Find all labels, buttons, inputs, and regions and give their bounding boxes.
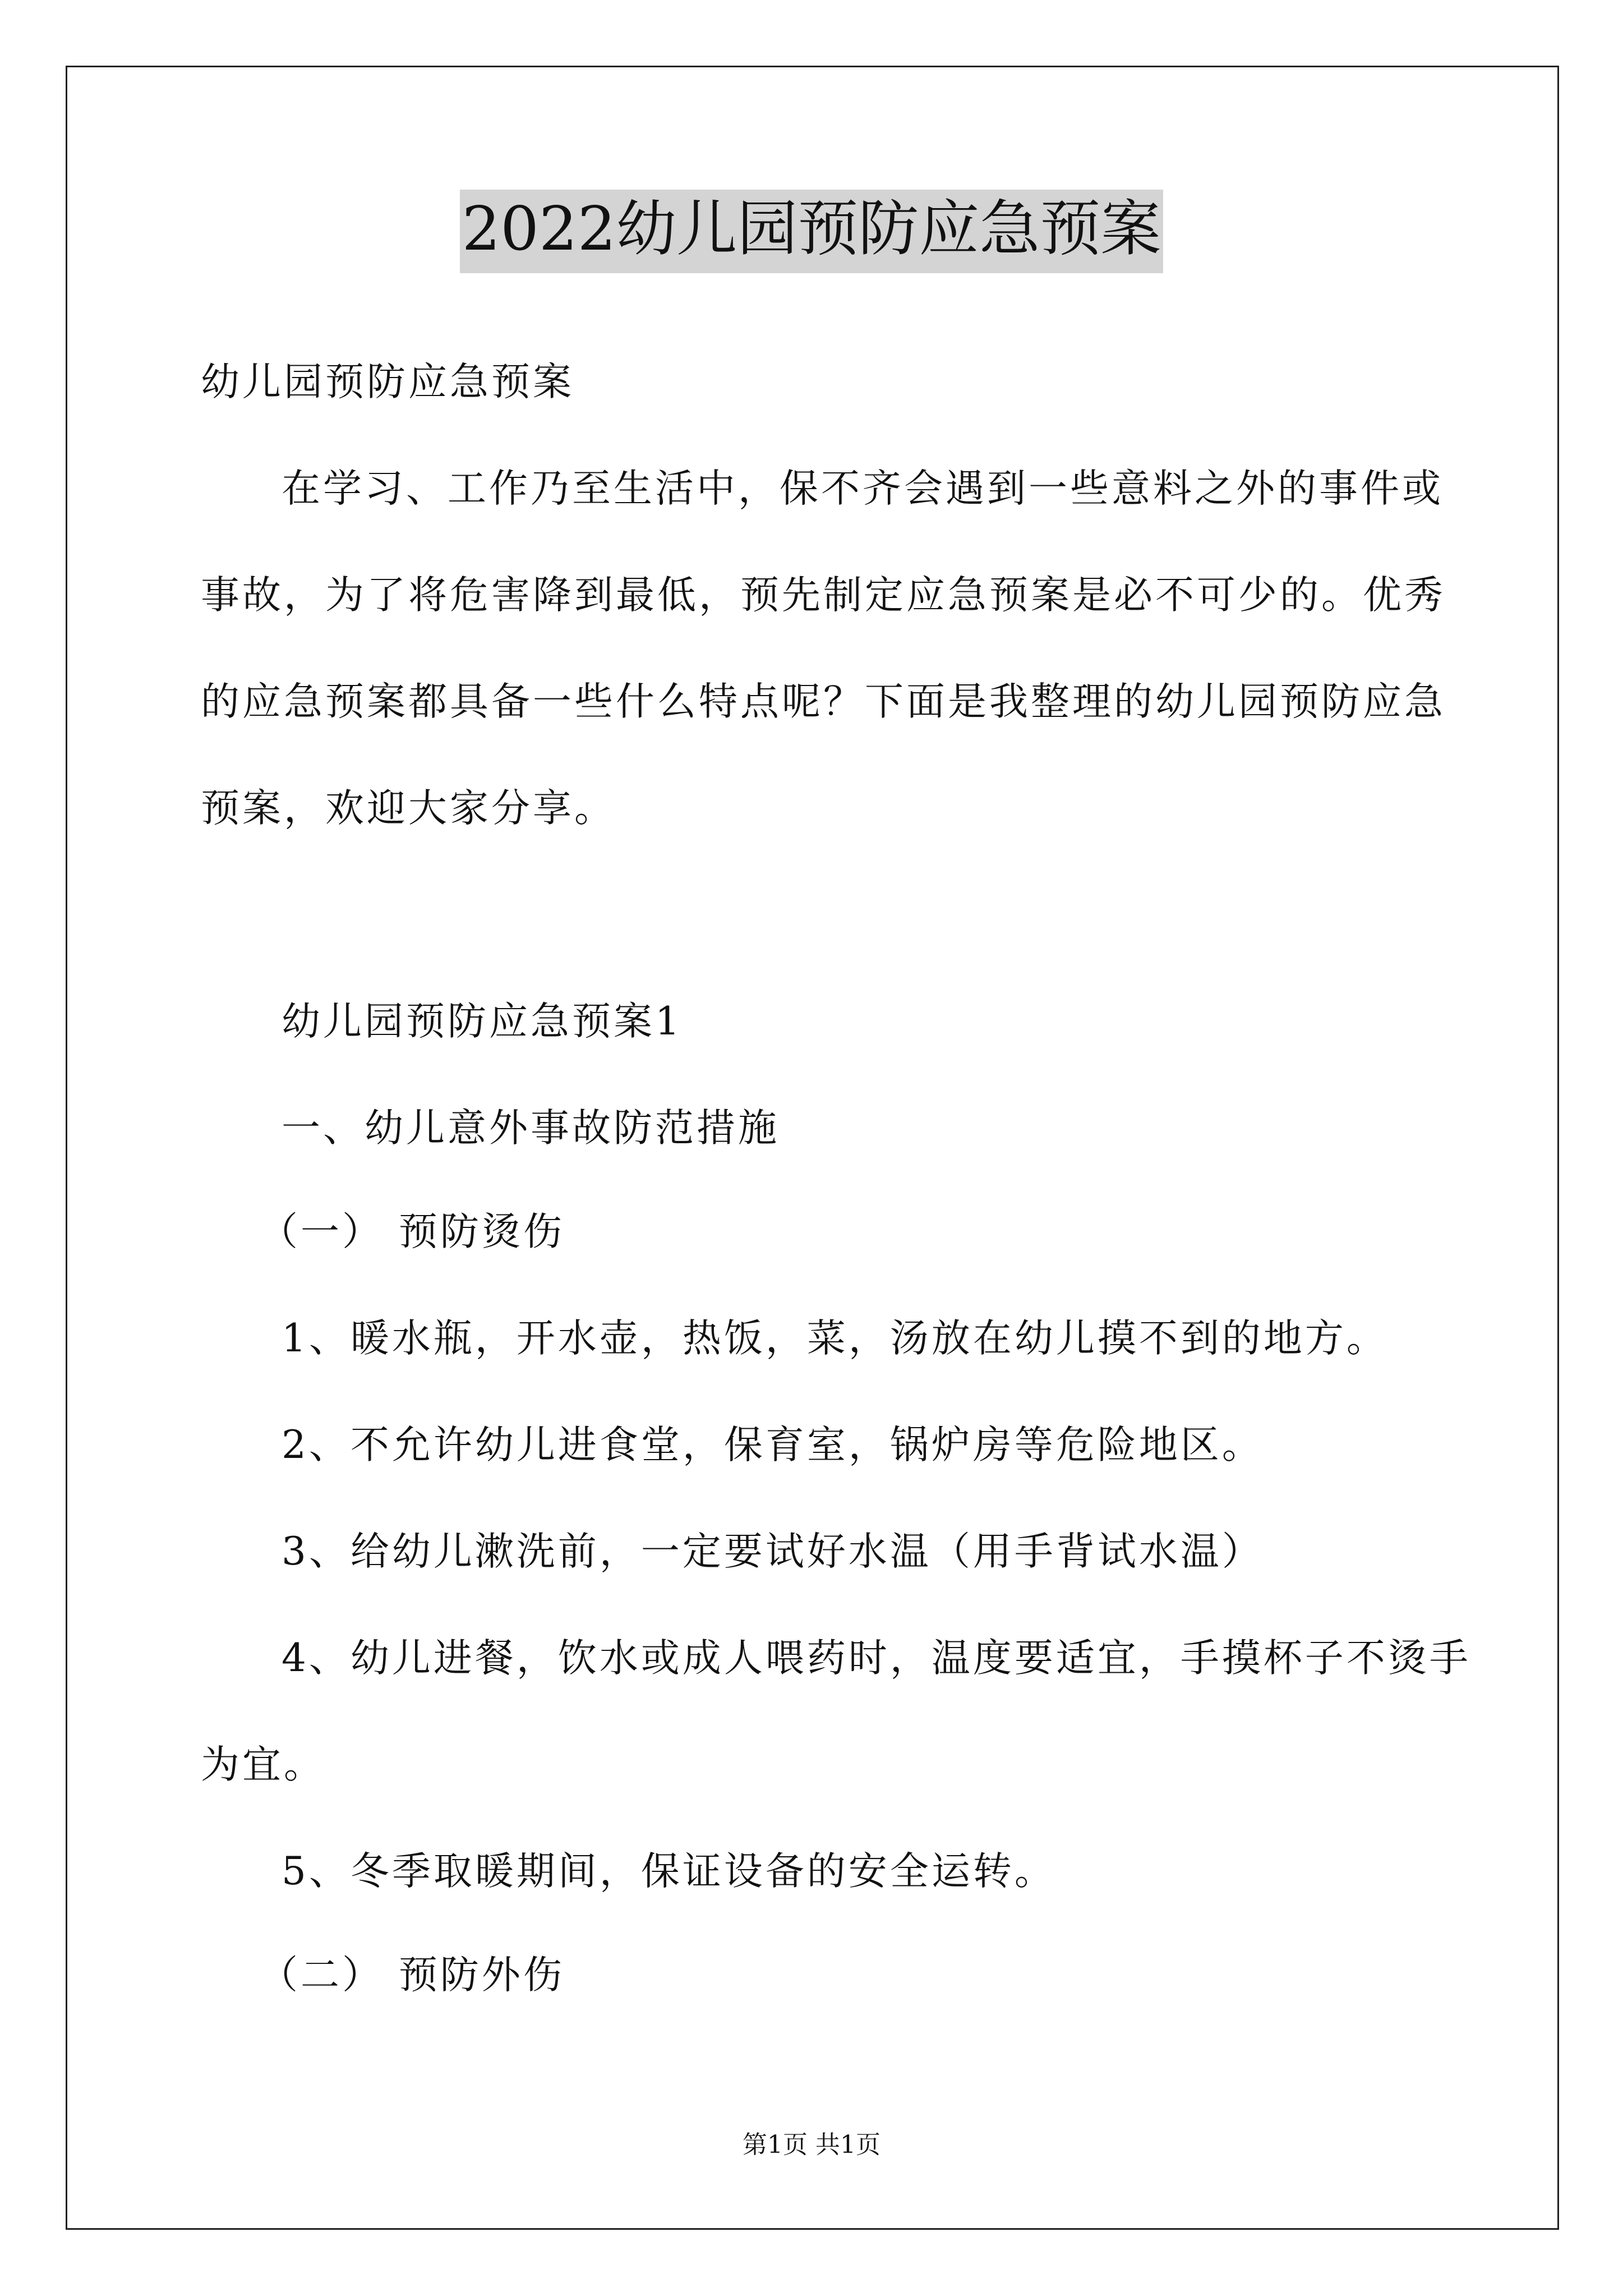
subsection-heading: （二） 预防外伤 [259, 1953, 565, 1998]
list-item: 4、幼儿进餐，饮水或成人喂药时，温度要适宜，手摸杯子不烫手 [282, 1636, 1471, 1681]
document-title-text: 2022幼儿园预防应急预案 [460, 190, 1164, 273]
list-item: 1、暖水瓶，开水壶，热饭，菜，汤放在幼儿摸不到的地方。 [282, 1316, 1388, 1361]
paragraph-line: 预案，欢迎大家分享。 [201, 786, 616, 831]
list-item: 3、给幼儿漱洗前，一定要试好水温（用手背试水温） [282, 1529, 1264, 1574]
subtitle-line: 幼儿园预防应急预案 [201, 360, 574, 404]
section-heading: 一、幼儿意外事故防范措施 [282, 1106, 780, 1151]
document-title [0, 194, 1623, 264]
list-item: 5、冬季取暖期间，保证设备的安全运转。 [282, 1849, 1056, 1894]
paragraph-line: 在学习、工作乃至生活中，保不齐会遇到一些意料之外的事件或 [282, 466, 1444, 511]
paragraph-line: 的应急预案都具备一些什么特点呢？下面是我整理的幼儿园预防应急 [201, 679, 1446, 724]
section-heading: 幼儿园预防应急预案1 [282, 999, 683, 1044]
page-footer: 第1页 共1页 [743, 2131, 880, 2159]
list-item: 2、不允许幼儿进食堂，保育室，锅炉房等危险地区。 [282, 1423, 1264, 1467]
paragraph-line: 事故，为了将危害降到最低，预先制定应急预案是必不可少的。优秀 [201, 573, 1446, 618]
subsection-heading: （一） 预防烫伤 [259, 1209, 565, 1254]
list-item-continuation: 为宜。 [201, 1742, 325, 1787]
